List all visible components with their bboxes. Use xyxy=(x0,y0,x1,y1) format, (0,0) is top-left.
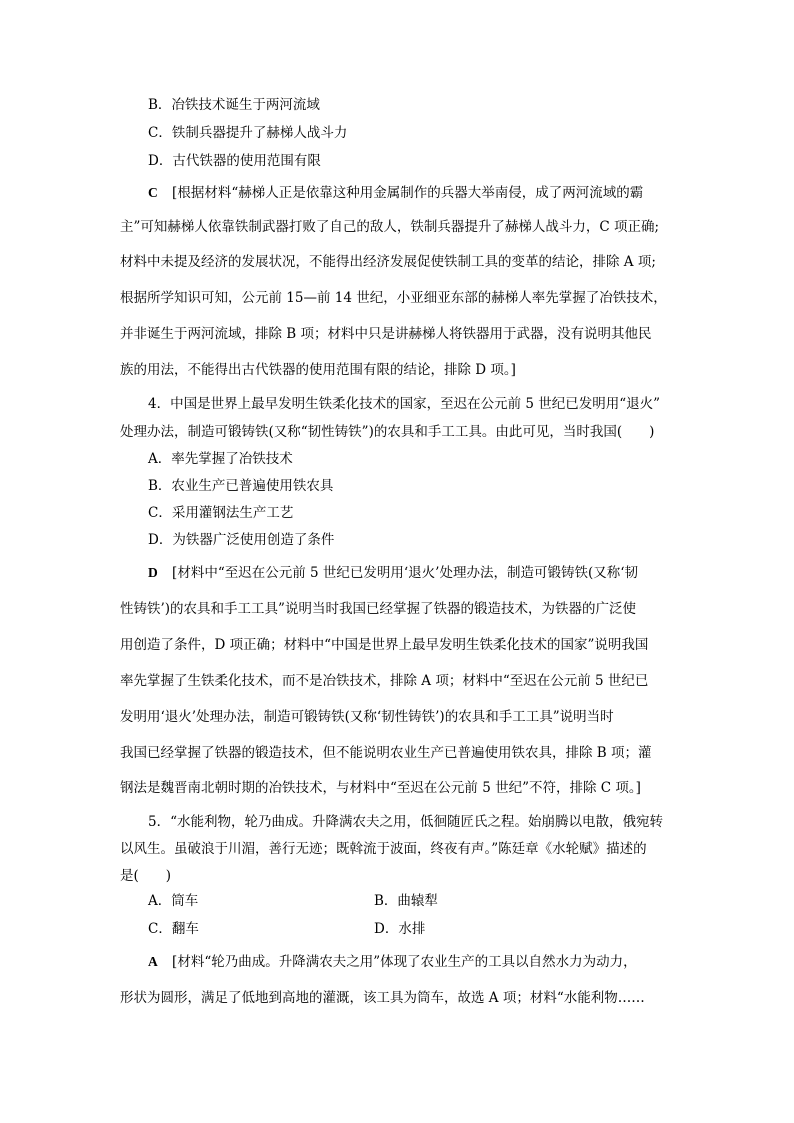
q3-explanation-line: [根据材料“赫梯人正是依靠这种用金属制作的兵器大举南侵，成了两河流域的霸 xyxy=(172,185,644,201)
q4-explanation-line: 我国已经掌握了铁器的锻造技术，但不能说明农业生产已普遍使用铁农具，排除 B 项；灌 xyxy=(120,745,652,761)
q5-option-d: D．水排 xyxy=(374,921,426,937)
q3-explanation-line: 主”可知赫梯人依靠铁制武器打败了自己的敌人，铁制兵器提升了赫梯人战斗力，C 项正确; xyxy=(120,219,660,235)
q5-explanation-line: [材料“轮乃曲成。升降满农夫之用”体现了农业生产的工具以自然水力为动力， xyxy=(172,954,637,970)
q3-explanation-line: 根据所学知识可知，公元前 15—前 14 世纪，小亚细亚东部的赫梯人率先掌握了冶铁技术， xyxy=(120,290,667,306)
q4-stem-line: 处理办法，制造可锻铸铁(又称“韧性铸铁”)的农具和手工工具。由此可见，当时我国( ) xyxy=(120,424,655,440)
q4-explanation-line: 用创造了条件，D 项正确；材料中“中国是世界上最早发明生铁柔化技术的国家”说明我国 xyxy=(120,637,649,653)
q4-answer-letter: D xyxy=(148,565,158,580)
q5-stem-line: 是( ) xyxy=(120,868,172,884)
q4-explanation-first-line xyxy=(148,563,708,583)
q3-explanation-line: 材料中未提及经济的发展状况，不能得出经济发展促使铁制工具的变革的结论，排除 A 项; xyxy=(120,254,656,270)
q5-option-b: B．曲辕犁 xyxy=(374,893,438,909)
q3-option-c: C．铁制兵器提升了赫梯人战斗力 xyxy=(148,125,348,141)
q3-answer-letter: C xyxy=(148,185,158,200)
q4-option-b: B．农业生产已普遍使用铁农具 xyxy=(148,478,334,494)
q4-explanation-line: 性铸铁’)的农具和手工工具”说明当时我国已经掌握了铁器的锻造技术，为铁器的广泛使 xyxy=(120,601,636,617)
q4-explanation-line: [材料中“至迟在公元前 5 世纪已发明用‘退火’处理办法，制造可锻铸铁(又称‘韧 xyxy=(172,565,639,581)
q4-option-a: A．率先掌握了冶铁技术 xyxy=(148,451,293,467)
q4-explanation-line: 钢法是魏晋南北朝时期的冶铁技术，与材料中“至迟在公元前 5 世纪”不符，排除 C 项。] xyxy=(120,780,641,796)
q5-option-a: A．筒车 xyxy=(148,893,199,909)
q3-option-b: B．冶铁技术诞生于两河流域 xyxy=(148,97,320,113)
q3-explanation-line: 并非诞生于两河流域，排除 B 项；材料中只是讲赫梯人将铁器用于武器，没有说明其他民 xyxy=(120,326,652,342)
q3-option-d: D．古代铁器的使用范围有限 xyxy=(148,153,321,169)
q5-explanation-first-line xyxy=(148,952,708,972)
q3-explanation-first-line xyxy=(148,183,708,203)
q4-explanation-line: 率先掌握了生铁柔化技术，而不是冶铁技术，排除 A 项；材料中“至迟在公元前 5 世纪已 xyxy=(120,673,649,689)
q5-stem-line: 以风生。虽破浪于川湄，善行无迹；既斡流于波面，终夜有声。”陈廷章《水轮赋》描述的 xyxy=(120,841,647,857)
q3-explanation-line: 族的用法，不能得出古代铁器的使用范围有限的结论，排除 D 项。] xyxy=(120,362,516,378)
q4-explanation-line: 发明用‘退火’处理办法，制造可锻铸铁(又称‘韧性铸铁’)的农具和手工工具”说明当时 xyxy=(120,709,614,725)
q5-answer-letter: A xyxy=(148,954,158,969)
q4-stem-line: 4．中国是世界上最早发明生铁柔化技术的国家，至迟在公元前 5 世纪已发明用“退火” xyxy=(148,396,661,412)
q5-option-c: C．翻车 xyxy=(148,921,199,937)
q4-option-c: C．采用灌钢法生产工艺 xyxy=(148,505,294,521)
q5-stem-line: 5．“水能利物，轮乃曲成。升降满农夫之用，低徊随匠氏之程。始崩腾以电散，俄宛转 xyxy=(148,814,663,830)
q5-explanation-line: 形状为圆形，满足了低地到高地的灌溉，该工具为筒车，故选 A 项；材料“水能利物…… xyxy=(120,990,645,1006)
q4-option-d: D．为铁器广泛使用创造了条件 xyxy=(148,532,335,548)
